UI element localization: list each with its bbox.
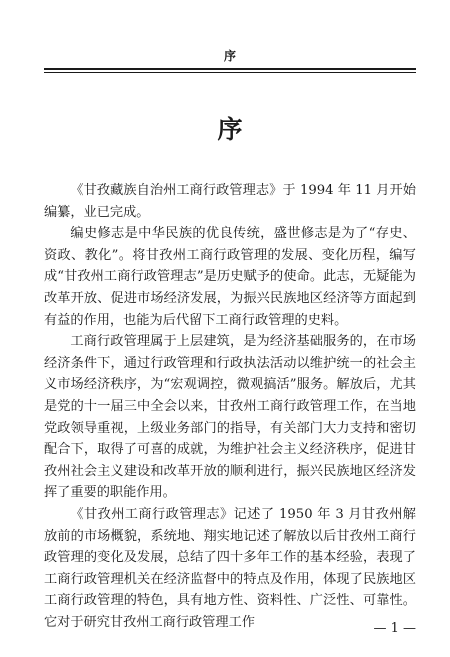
body-text [44, 180, 416, 633]
header-rule-thick [44, 68, 416, 70]
chapter-title: 序 [217, 115, 243, 144]
header-rule-thin [44, 72, 416, 73]
paragraph-1: 《甘孜藏族自治州工商行政管理志》于 1994 年 11 月开始编纂，业已完成。 [44, 183, 416, 220]
paragraph-4: 《甘孜州工商行政管理志》记述了 1950 年 3 月甘孜州解放前的市场概貌，系统地、翔实地记述了解放以后甘孜州工商行政管理的变化及发展，总结了四十多年工作的基本经验，表现了工商行政管理机关在经济监督中的特点及作用，体现了民族地区工商行政管理的特色，具有地方性、资料性、广泛性、可靠性。它对于研究甘孜州工商行政管理工作 [44, 506, 416, 630]
page-number: — 1 — [373, 621, 416, 636]
paragraph-2: 编史修志是中华民族的优良传统，盛世修志是为了“存史、资政、教化”。将甘孜州工商行政管理的发展、变化历程，编写成“甘孜州工商行政管理志”是历史赋予的使命。此志，无疑能为改革开放、促进市场经济发展，为振兴民族地区经济等方面起到有益的作用，也能为后代留下工商行政管理的史料。 [44, 226, 416, 328]
running-header: 序 [223, 49, 236, 63]
paragraph-3: 工商行政管理属于上层建筑，是为经济基础服务的，在市场经济条件下，通过行政管理和行政执法活动以维护统一的社会主义市场经济秩序，为“宏观调控，微观搞活”服务。解放后，尤其是党的十一届三中全会以来，甘孜州工商行政管理工作，在当地党政领导重视，上级业务部门的指导，有关部门大力支持和密切配合下，取得了可喜的成就，为维护社会主义经济秩序，促进甘孜州社会主义建设和改革开放的顺利进行，振兴民族地区经济发挥了重要的职能作用。 [44, 334, 416, 501]
